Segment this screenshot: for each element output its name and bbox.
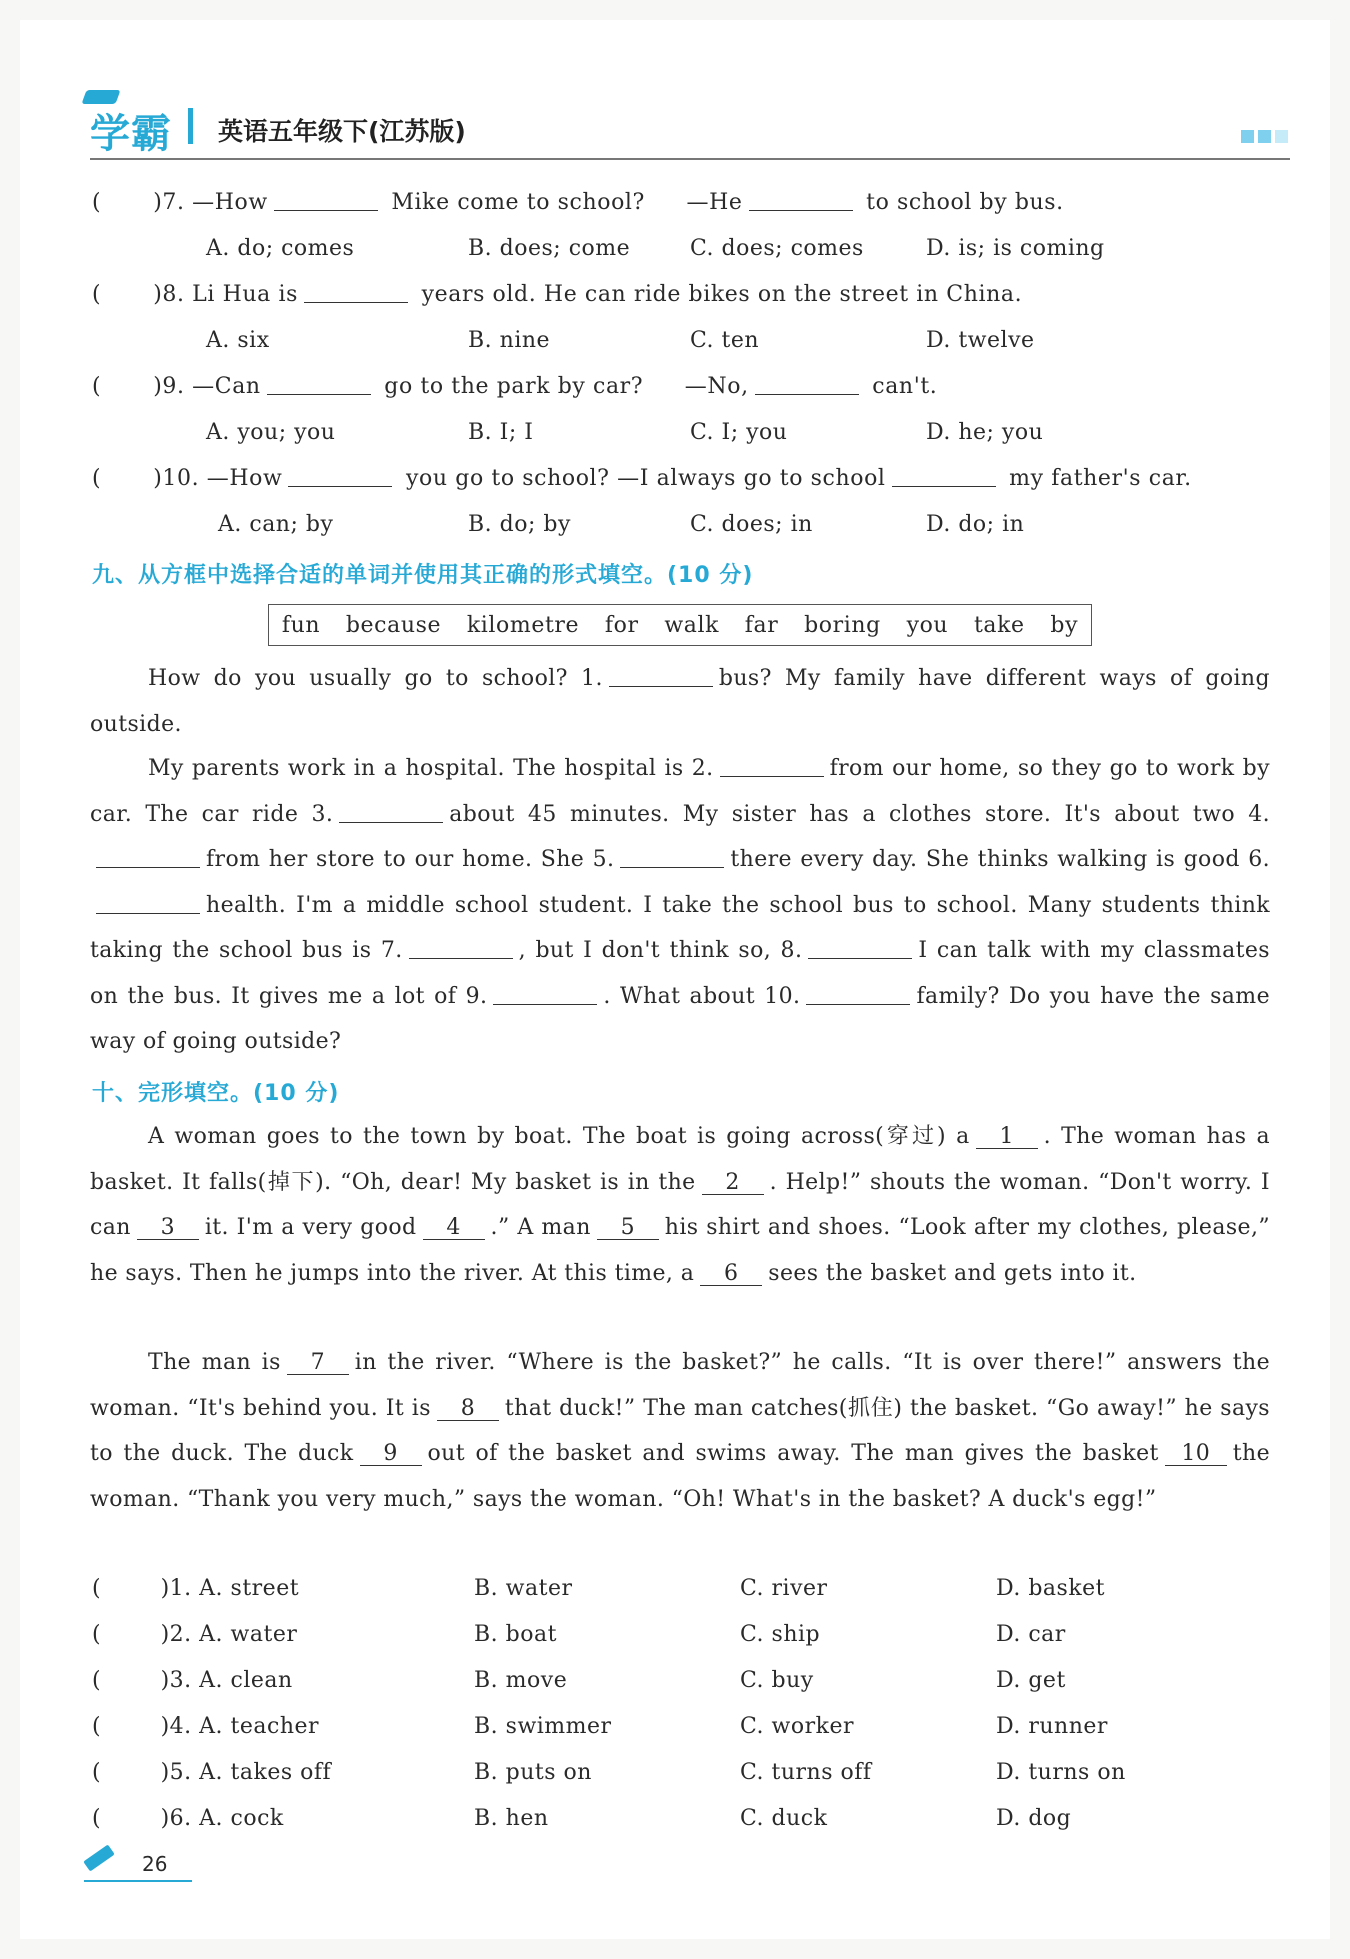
- q10-option-c: C. does; in: [690, 512, 813, 537]
- cloze-4-option-b: B. swimmer: [474, 1714, 612, 1739]
- cloze-3-option-b: B. move: [474, 1668, 568, 1693]
- page-number: 26: [142, 1852, 168, 1876]
- q9-option-d: D. he; you: [926, 420, 1044, 445]
- cloze-question-4: ( )4. A. teacher: [92, 1714, 320, 1739]
- q8-option-a: A. six: [206, 328, 270, 353]
- word-box-item: by: [1050, 612, 1079, 638]
- question-7: ( )7. —How Mike come to school? —He to school by bus.: [92, 190, 1064, 215]
- section-10-paragraph-2: The man is 7 in the river. “Where is the basket?” he calls. “It is over there!” answers the woman. “It's behind you. It is 8 that duck!” The man catches(抓住) the basket. “Go away!” he says to the duck. The duck 9 out of the basket and swims away. The man gives the basket 10 the woman. “Thank you very much,” says the woman. “Oh! What's in the basket? A duck's egg!”: [90, 1350, 1271, 1512]
- section-10-title: 十、完形填空。(10 分): [92, 1081, 340, 1106]
- cloze-4-option-d: D. runner: [996, 1714, 1108, 1739]
- q7-option-a: A. do; comes: [206, 236, 355, 261]
- cloze-4-option-c: C. worker: [740, 1714, 854, 1739]
- brand-logo: 学霸: [90, 111, 172, 157]
- word-box: [268, 604, 1092, 646]
- cloze-2-option-b: B. boat: [474, 1622, 557, 1647]
- cloze-2-option-d: D. car: [996, 1622, 1066, 1647]
- header-rule: [90, 158, 1290, 160]
- word-box-item: because: [345, 612, 442, 638]
- cloze-6-option-c: C. duck: [740, 1806, 828, 1831]
- q10-option-b: B. do; by: [468, 512, 571, 537]
- cloze-3-option-c: C. buy: [740, 1668, 814, 1693]
- cloze-1-option-c: C. river: [740, 1576, 828, 1601]
- question-10: ( )10. —How you go to school? —I always go to school my father's car.: [92, 466, 1192, 491]
- cloze-1-option-d: D. basket: [996, 1576, 1106, 1601]
- q8-option-c: C. ten: [690, 328, 760, 353]
- cloze-question-1: ( )1. A. street: [92, 1576, 300, 1601]
- cloze-5-option-c: C. turns off: [740, 1760, 872, 1785]
- q9-option-a: A. you; you: [206, 420, 336, 445]
- word-box-item: for: [604, 612, 639, 638]
- q8-option-d: D. twelve: [926, 328, 1035, 353]
- question-8: ( )8. Li Hua is years old. He can ride bikes on the street in China.: [92, 282, 1023, 307]
- q7-option-b: B. does; come: [468, 236, 631, 261]
- cloze-6-option-d: D. dog: [996, 1806, 1072, 1831]
- cloze-question-2: ( )2. A. water: [92, 1622, 298, 1647]
- q9-option-b: B. I; I: [468, 420, 534, 445]
- cloze-3-option-d: D. get: [996, 1668, 1066, 1693]
- section-9-paragraph-1: How do you usually go to school? 1. bus? My family have different ways of going outside.: [90, 666, 1270, 737]
- cloze-question-6: ( )6. A. cock: [92, 1806, 284, 1831]
- q7-option-c: C. does; comes: [690, 236, 864, 261]
- cloze-1-option-b: B. water: [474, 1576, 573, 1601]
- section-9-paragraph-2: My parents work in a hospital. The hospital is 2. from our home, so they go to work by car. The car ride 3. about 45 minutes. My sister has a clothes store. It's about two 4.from her store to our home. She 5. there every day. She thinks walking is good 6.health. I'm a middle school student. I take the school bus to school. Many students think taking the school bus is 7. , but I don't think so, 8. I can talk with my classmates on the bus. It gives me a lot of 9. . What about 10. family? Do you have the same way of going outside?: [90, 756, 1270, 1054]
- page-header: [68, 100, 1288, 162]
- section-9-title: 九、从方框中选择合适的单词并使用其正确的形式填空。(10 分): [92, 563, 754, 588]
- word-box-item: fun: [281, 612, 321, 638]
- q8-option-b: B. nine: [468, 328, 551, 353]
- word-box-item: take: [973, 612, 1025, 638]
- book-title: 英语五年级下(江苏版): [218, 117, 466, 146]
- logo-divider: [188, 108, 193, 144]
- q10-option-a: A. can; by: [218, 512, 334, 537]
- cloze-5-option-d: D. turns on: [996, 1760, 1126, 1785]
- cloze-question-5: ( )5. A. takes off: [92, 1760, 332, 1785]
- q10-option-d: D. do; in: [926, 512, 1025, 537]
- footer-rule: [84, 1880, 192, 1882]
- cloze-6-option-b: B. hen: [474, 1806, 549, 1831]
- word-box-item: far: [744, 612, 779, 638]
- word-box-item: you: [906, 612, 949, 638]
- header-squares-icon: [1241, 130, 1288, 143]
- q9-option-c: C. I; you: [690, 420, 788, 445]
- cloze-5-option-b: B. puts on: [474, 1760, 592, 1785]
- question-9: ( )9. —Can go to the park by car? —No, can't.: [92, 374, 938, 399]
- word-box-item: boring: [804, 612, 881, 638]
- cloze-2-option-c: C. ship: [740, 1622, 821, 1647]
- cloze-question-3: ( )3. A. clean: [92, 1668, 293, 1693]
- q7-option-d: D. is; is coming: [926, 236, 1105, 261]
- word-box-item: walk: [664, 612, 720, 638]
- section-10-paragraph-1: A woman goes to the town by boat. The boat is going across(穿过) a 1 . The woman has a basket. It falls(掉下). “Oh, dear! My basket is in the 2 . Help!” shouts the woman. “Don't worry. I can 3 it. I'm a very good 4 .” A man 5 his shirt and shoes. “Look after my clothes, please,” he says. Then he jumps into the river. At this time, a 6 sees the basket and gets into it.: [90, 1124, 1270, 1286]
- word-box-item: kilometre: [466, 612, 580, 638]
